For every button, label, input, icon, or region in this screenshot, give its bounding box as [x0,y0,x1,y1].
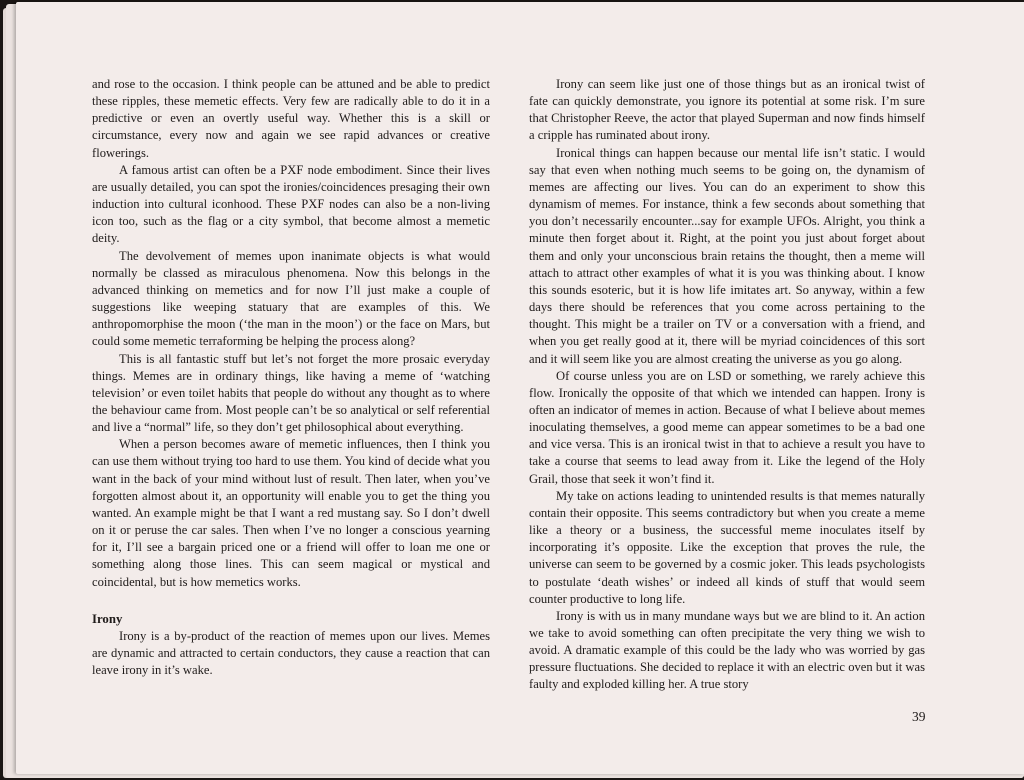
paragraph: When a person becomes aware of memetic influences, then I think you can use them without trying too hard to use them. You kind of decide what you want in the back of your mind without lust of result. Then later, when you’ve forgotten almost about it, an opportunity will enable you to get the thing you wanted. An example might be that I want a red mustang say. So I don’t dwell on it or peruse the car sales. Then when I’ve no longer a conscious yearning for it, I’ll see a bargain priced one or a friend will offer to loan me one or something along those lines. This can seem magical or mystical and coincidental, but is how memetics works. [92,437,490,589]
paragraph: A famous artist can often be a PXF node embodiment. Since their lives are usually detailed, you can spot the ironies/coincidences presaging their own induction into cultural iconhood. These PXF nodes can also be a non-living icon too, such as the flag or a city symbol, that become almost a memetic deity. [92,162,490,246]
paragraph: This is all fantastic stuff but let’s not forget the more prosaic everyday things. Memes are in ordinary things, like having a meme of ‘watching television’ or even toilet habits that people do without any thought as to where the behaviour came from. Most people can’t be so analytical or self referential and live a “normal” life, so they don’t get philosophical about everything. [92,351,490,435]
book-page [16,2,1024,774]
paragraph: and rose to the occasion. I think people can be attuned and be able to predict these ripples, these memetic effects. Very few are radically able to do it in a predictive or even an overtly useful way. Whether this is a skill or circumstance, every now and again we see rapid advances or creative flowerings. [92,77,490,160]
right-column [529,76,925,694]
paragraph: My take on actions leading to unintended results is that memes naturally contain their opposite. This seems contradictory but when you create a meme like a theory or a business, the successful meme inoculates itself by incorporating it’s opposite. Like the exception that proves the rule, the universe can seem to be governed by a cosmic joker. This leads psychologists to postulate ‘death wishes’ or indeed all kinds of stuff that would seem counter productive to long life. [529,488,925,606]
paragraph: Irony is with us in many mundane ways but we are blind to it. An action we take to avoid something can often precipitate the very thing we wish to avoid. A dramatic example of this could be the lady who was worried by gas pressure fluctuations. She decided to replace it with an electric oven but it was faulty and exploded killing her. A true story [529,608,925,692]
paragraph: Irony is a by-product of the reaction of memes upon our lives. Memes are dynamic and attracted to certain conductors, they cause a reaction that can leave irony in it’s wake. [92,628,490,678]
paragraph: The devolvement of memes upon inanimate objects is what would normally be classed as miraculous phenomena. Now this belongs in the advanced thinking on memetics and for now I’ll just make a couple of suggestions like weeping statuary that are examples of this. We anthropomorphise the moon (‘the man in the moon’) or the face on Mars, but could some memetic terraforming be helping the process along? [92,248,490,349]
paragraph: Of course unless you are on LSD or something, we rarely achieve this flow. Ironically the opposite of that which we intended can happen. Irony is often an indicator of memes in action. Because of what I believe about memes inoculating themselves, a good meme can appear sometimes to be a bad one and vice versa. This is an ironical twist in that to achieve a result you have to take a course that seems to lead away from it. Like the legend of the Holy Grail, those that seek it won’t find it. [529,368,925,486]
paragraph: Irony can seem like just one of those things but as an ironical twist of fate can quickly demonstrate, you ignore its potential at some risk. I’m sure that Christopher Reeve, the actor that played Superman and now finds himself a cripple has ruminated about irony. [529,77,925,143]
left-column [92,76,490,679]
paragraph: Ironical things can happen because our mental life isn’t static. I would say that even when nothing much seems to be going on, the dynamism of memes are affecting our lives. You can do an experiment to show this dynamism of memes. For instance, think a few seconds about something that you don’t necessarily encounter...say for example UFOs. Alright, you think a minute then forget about it. Right, at the point you just about forget about them and only your unconscious brain retains the thought, then a meme will attach to attract other examples of what it is you was thinking about. I know this sounds esoteric, but it is how life imitates art. So anyway, within a few days there should be references that you come across pertaining to the thought. This might be a trailer on TV or a conversation with a friend, and when you get really good at it, there will be myriad coincidences of this sort and it will seem like you are almost creating the universe as you go along. [529,145,925,366]
section-heading: Irony [92,611,123,626]
page-number: 39 [912,709,926,724]
